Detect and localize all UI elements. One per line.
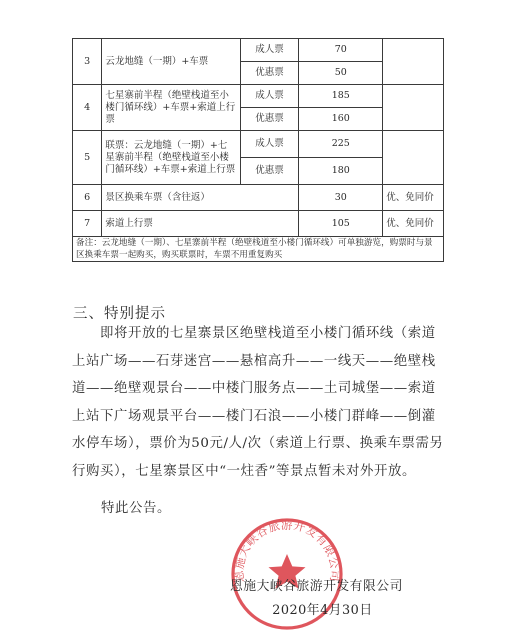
ticket-price: 50 — [299, 62, 383, 85]
ticket-type: 成人票 — [240, 131, 299, 158]
row-number: 5 — [73, 131, 102, 185]
row-item: 联票：云龙地缝（一期）+七星寨前半程（绝壁栈道至小楼门循环线）+车票+索道上行票 — [102, 131, 240, 185]
ticket-price: 185 — [299, 85, 383, 108]
row-note: 优、免同价 — [383, 185, 444, 211]
row-item: 七星寨前半程（绝壁栈道至小楼门循环线）+车票+索道上行票 — [102, 85, 240, 131]
ticket-price: 160 — [299, 108, 383, 131]
ticket-type: 优惠票 — [240, 108, 299, 131]
ticket-price-table — [72, 38, 444, 262]
row-item: 景区换乘车票（含往返） — [102, 185, 299, 211]
table-footnote-row — [73, 237, 444, 262]
row-number: 4 — [73, 85, 102, 131]
table-row — [73, 211, 444, 237]
ticket-price: 225 — [299, 131, 383, 158]
row-number: 3 — [73, 39, 102, 85]
seal-text: 恩施大峡谷旅游开发有限公司 — [231, 517, 343, 583]
ticket-price: 180 — [299, 158, 383, 185]
closing-line: 特此公告。 — [101, 501, 171, 516]
ticket-type: 优惠票 — [240, 62, 299, 85]
ticket-type: 成人票 — [240, 85, 299, 108]
ticket-type: 优惠票 — [240, 158, 299, 185]
row-note — [383, 131, 444, 185]
notice-paragraph: 即将开放的七星寨景区绝壁栈道至小楼门循环线（索道上站广场——石芽迷宫——悬棺高升——一线天——绝壁栈道——绝壁观景台——中楼门服务点——土司城堡——索道上站下广场观景平台——楼门石浪——小楼门群峰——倒灌水停车场），票价为50元/人/次（索道上行票、换乘车票需另行购买），七星寨景区中“一炷香”等景点暂未对外开放。 — [72, 326, 444, 479]
table-footnote: 备注：云龙地缝（一期）、七星寨前半程（绝壁栈道至小楼门循环线）可单独游览，购票时与景区换乘车票一起购买，购买联票时，车票不用重复购买 — [73, 237, 444, 262]
table-row — [73, 39, 444, 62]
company-name: 恩施大峡谷旅游开发有限公司 — [230, 579, 403, 594]
row-note — [383, 85, 444, 131]
signature-block — [230, 575, 403, 623]
ticket-price: 70 — [299, 39, 383, 62]
ticket-type: 成人票 — [240, 39, 299, 62]
row-item: 云龙地缝（一期）+车票 — [102, 39, 240, 85]
row-number: 6 — [73, 185, 102, 211]
row-note: 优、免同价 — [383, 211, 444, 237]
row-number: 7 — [73, 211, 102, 237]
ticket-price: 30 — [299, 185, 383, 211]
table-row — [73, 131, 444, 158]
row-note — [383, 39, 444, 85]
section-title: 三、特别提示 — [73, 306, 166, 322]
row-item: 索道上行票 — [102, 211, 299, 237]
table-row — [73, 85, 444, 108]
ticket-price: 105 — [299, 211, 383, 237]
table-row — [73, 185, 444, 211]
notice-date: 2020年4月30日 — [272, 603, 373, 618]
